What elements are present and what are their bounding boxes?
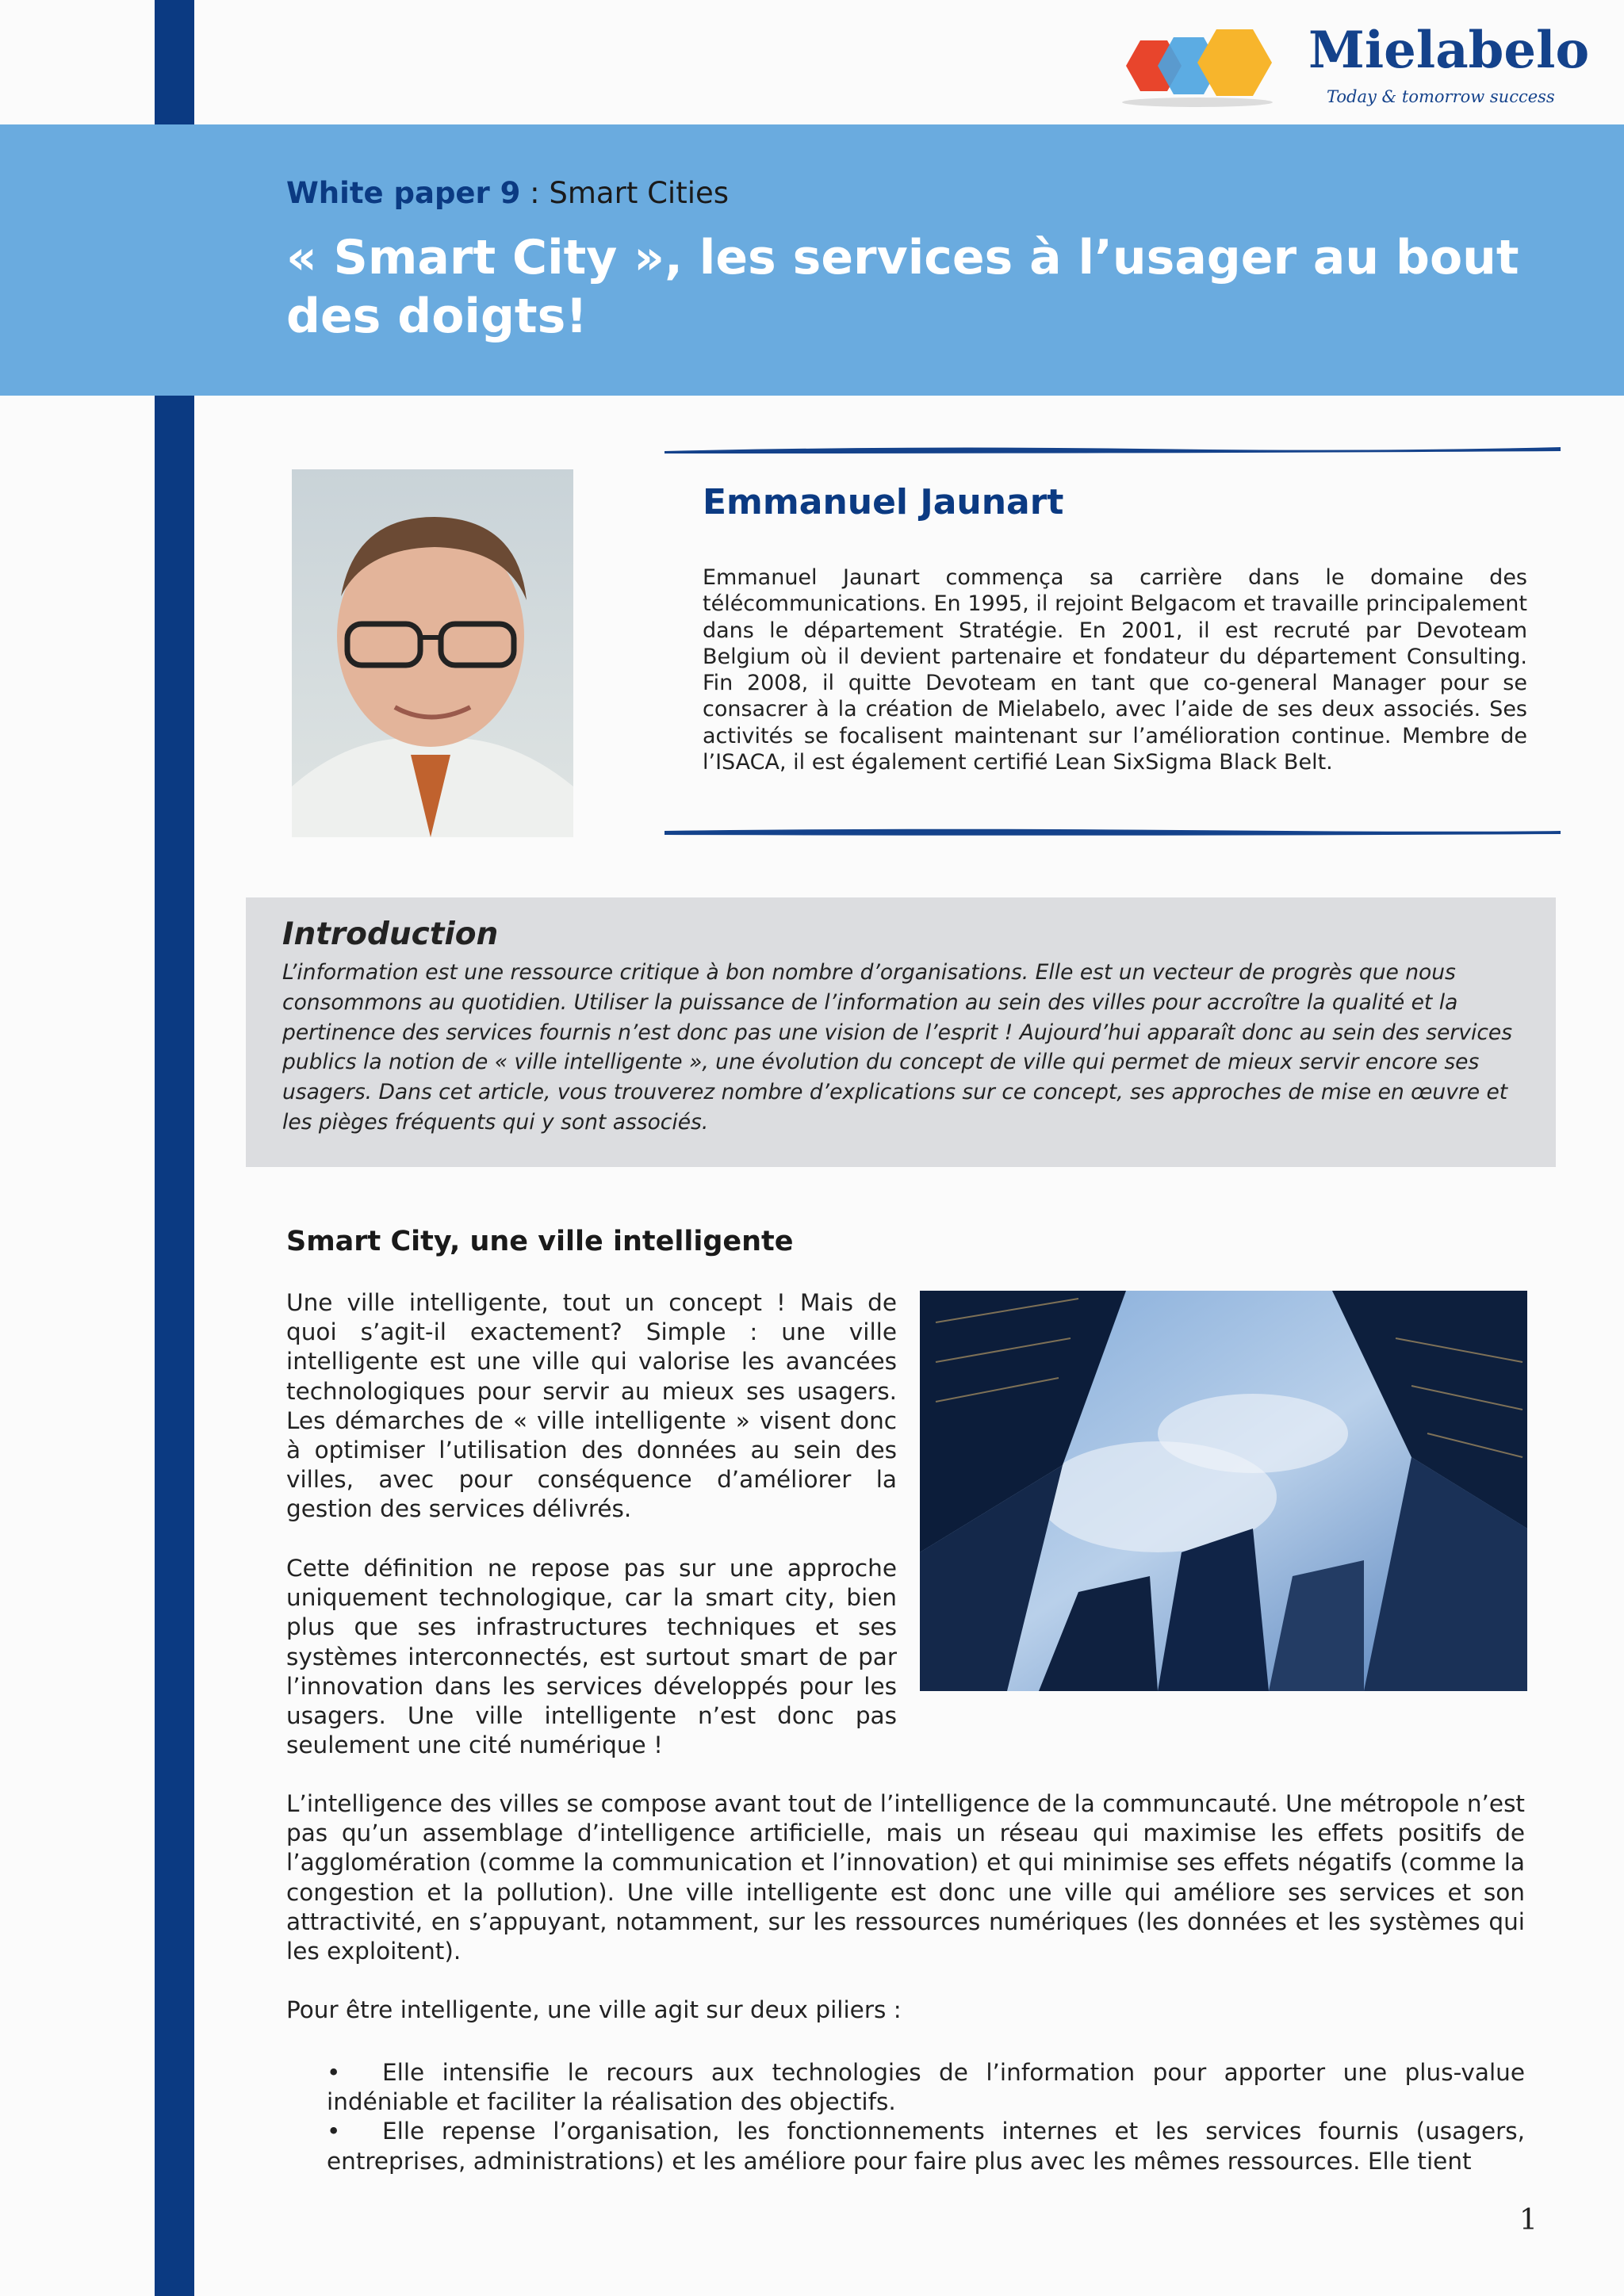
page-title: « Smart City », les services à l’usager au bout des doigts!: [286, 230, 1519, 344]
paragraph-3: L’intelligence des villes se compose avant tout de l’intelligence de la communcauté. Une métropole n’est pas qu’un assemblage d’intelligence artificielle, mais un réseau qui maximise les effets positifs de l’agglomération (comme la communication et l’innovation) et qui minimise ses effets négatifs (comme la congestion et la pollution). Une ville intelligente est donc une ville qui améliore ses services et son attractivité, en s’appuyant, notamment, sur les ressources numériques (les données et les systèmes qui les exploitent).: [286, 1790, 1525, 1965]
list-item: [327, 2058, 1525, 2117]
author-bio: Emmanuel Jaunart commença sa carrière dans le domaine des télécommunications. En 1995, il rejoint Belgacom et travaille principalement dans le département Stratégie. En 2001, il est recruté par Devoteam Belgium où il devient partenaire et fondateur du département Consulting. Fin 2008, il quitte Devoteam en tant que co-general Manager pour se consacrer à la création de Mielabelo, avec l’aide de ses deux associés. Ses activités se focalisent maintenant sur l’amélioration continue. Membre de l’ISACA, il est également certifié Lean SixSigma Black Belt.: [703, 565, 1527, 775]
brush-divider-bottom: [665, 826, 1561, 837]
series-label: White paper 9: [286, 176, 521, 210]
bullet-text: Elle repense l’organisation, les fonctionnements internes et les services fournis (usagers, entreprises, administrations) et les améliore pour faire plus avec les mêmes ressources. Elle tient: [327, 2118, 1525, 2175]
bullet-text: Elle intensifie le recours aux technologies de l’information pour apporter une plus-value indéniable et faciliter la réalisation des objectifs.: [327, 2059, 1525, 2116]
paragraph-4: Pour être intelligente, une ville agit sur deux piliers :: [286, 1996, 902, 2023]
skyscrapers-image: [920, 1291, 1527, 1691]
paragraph-2: Cette définition ne repose pas sur une approche uniquement technologique, car la smart city, bien plus que ses infrastructures techniques et ses systèmes interconnectés, est surtout smart de par l’innovation dans les services développés pour les usagers. Une ville intelligente n’est donc pas seulement une cité numérique !: [286, 1555, 897, 1759]
list-item: [327, 2117, 1525, 2175]
paragraph-1: Une ville intelligente, tout un concept ! Mais de quoi s’agit-il exactement? Simple : une ville intelligente est une ville qui valorise les avancées technologiques pour servir au mieux ses usagers. Les démarches de « ville intelligente » visent donc à optimiser l’utilisation des données au sein des villes, avec pour conséquence d’améliorer la gestion des services délivrés.: [286, 1289, 897, 1523]
logo-tagline: Today & tomorrow success: [1327, 87, 1555, 106]
series-topic: Smart Cities: [549, 176, 730, 210]
brush-divider-top: [665, 444, 1561, 455]
bullet-icon: •: [327, 2059, 341, 2086]
pillars-list: [327, 2058, 1525, 2176]
author-name: Emmanuel Jaunart: [703, 482, 1064, 522]
bullet-icon: •: [327, 2118, 341, 2145]
series-separator: :: [520, 176, 550, 210]
introduction-title: Introduction: [282, 916, 499, 952]
white-paper-label: [286, 176, 729, 210]
logo-wordmark: Mielabelo: [1308, 21, 1590, 80]
section-title: Smart City, une ville intelligente: [286, 1226, 794, 1257]
author-photo: [292, 469, 573, 837]
logo-hexagons-icon: [1122, 29, 1273, 107]
introduction-text: L’information est une ressource critique à bon nombre d’organisations. Elle est un vecteur de progrès que nous consommons au quotidien. Utiliser la puissance de l’information au sein des villes pour accroître la qualité et la pertinence des services fournis n’est donc pas une vision de l’esprit ! Aujourd’hui apparaît donc au sein des services publics la notion de « ville intelligente », une évolution du concept de ville qui permet de mieux servir encore ses usagers. Dans cet article, vous trouverez nombre d’explications sur ce concept, ses approches de mise en œuvre et les pièges fréquents qui y sont associés.: [282, 960, 1513, 1135]
page-number: 1: [1519, 2204, 1538, 2237]
